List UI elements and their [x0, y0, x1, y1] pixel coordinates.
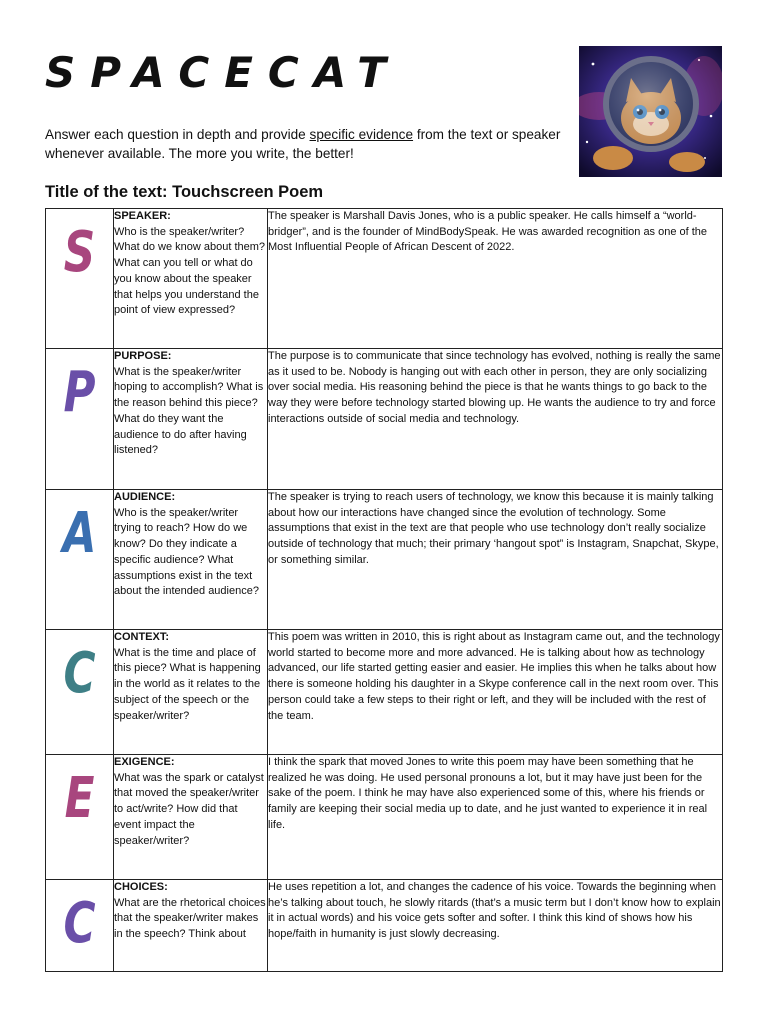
purpose-answer: The purpose is to communicate that since technology has evolved, nothing is really the same as it used to be. Nobody is hanging out with each other in person, they are only socializing over social media. His reasoning behind the piece is that he wants things to go back to the way they were before technology started blowing up. He wants the audience to try and force interactions outside of social media and technology. [268, 350, 721, 425]
purpose-heading: PURPOSE: [114, 350, 172, 362]
row-speaker [46, 209, 723, 349]
row-context [46, 630, 723, 755]
instructions [45, 125, 565, 163]
spacecat-table [45, 208, 723, 972]
instructions-text-end: from the text or speaker whenever available. The more you write, the better! [45, 127, 561, 161]
exigence-heading: EXIGENCE: [114, 756, 175, 768]
row-exigence [46, 755, 723, 880]
choices-answer: He uses repetition a lot, and changes the cadence of his voice. Towards the beginning when he’s talking about touch, he slowly ritards (that’s a music term but I don’t know how to explain it in actual words) and his voice gets softer and softer. I think this kind of shows how his hope/faith in humanity is just slowly decreasing. [268, 881, 721, 941]
letter-c: C [63, 641, 96, 706]
text-title: Title of the text: Touchscreen Poem [45, 183, 324, 201]
purpose-question: What is the speaker/writer hoping to accomplish? What is the reason behind this piece? What do they want the audience to do after having listened? [114, 365, 264, 457]
letter-s: S [63, 220, 96, 285]
audience-question: Who is the speaker/writer trying to reach? How do we know? Do they indicate a specific audience? What assumptions exist in the text about the intended audience? [114, 506, 259, 598]
specific-evidence-emphasis: specific evidence [309, 127, 414, 142]
context-answer: This poem was written in 2010, this is right about as Instagram came out, and the technology world started to become more and more advanced. He is talking about how as technology advanced, our life started getting easier and easier. He implies this when he talks about how there is someone holding his daughter in a Skype conference call in the next room over. This person could take a few steps to their right or left, and they will be included with the rest of the team. [268, 631, 720, 722]
speaker-answer: The speaker is Marshall Davis Jones, who is a public speaker. He calls himself a “world-bridger”, and is the founder of MindBodySpeak. He was awarded recognition as one of the Most Influential People of African Descent of 2022. [268, 210, 708, 254]
instructions-text-start: Answer each question in depth and provide [45, 127, 310, 142]
astronaut-cat-photo [579, 46, 722, 177]
row-audience [46, 490, 723, 630]
letter-a: A [62, 501, 97, 566]
choices-heading: CHOICES: [114, 881, 168, 893]
speaker-heading: SPEAKER: [114, 210, 171, 222]
audience-answer: The speaker is trying to reach users of technology, we know this because it is mainly talking about how our interactions have changed since the evolution of technology. Some assumptions that exist in the text are that people who use technology don’t really socialize outside of technology that much; their primary ‘hangout spot” is Instagram, Snapchat, Skype, or something similar. [268, 491, 719, 566]
exigence-question: What was the spark or catalyst that moved the speaker/writer to act/write? How did that event impact the speaker/writer? [114, 771, 264, 847]
choices-question: What are the rhetorical choices that the speaker/writer makes in the speech? Think about [114, 896, 266, 941]
speaker-question: Who is the speaker/writer? What do we know about them? What can you tell or what do you know about the speaker that helps you understand the point of view expressed? [114, 225, 266, 317]
exigence-answer: I think the spark that moved Jones to write this poem may have been something that he realized he was doing. He used personal pronouns a lot, but it may have just been for the sake of the poem. I think he may have also experienced some of this, where his friends or family are keeping their social media up to date, and he just wanted to experience it in real life. [268, 756, 708, 831]
audience-heading: AUDIENCE: [114, 491, 176, 503]
astronaut-cat-image [579, 46, 722, 177]
page-title: SPACECAT [45, 48, 401, 97]
letter-e: E [64, 766, 95, 831]
row-choices [46, 880, 723, 972]
context-question: What is the time and place of this piece? What is happening in the world as it relates to the subject of the speech or the speaker/writer? [114, 646, 261, 722]
context-heading: CONTEXT: [114, 631, 169, 643]
letter-p: P [63, 360, 96, 425]
letter-c-choices: C [63, 891, 96, 956]
row-purpose [46, 349, 723, 490]
